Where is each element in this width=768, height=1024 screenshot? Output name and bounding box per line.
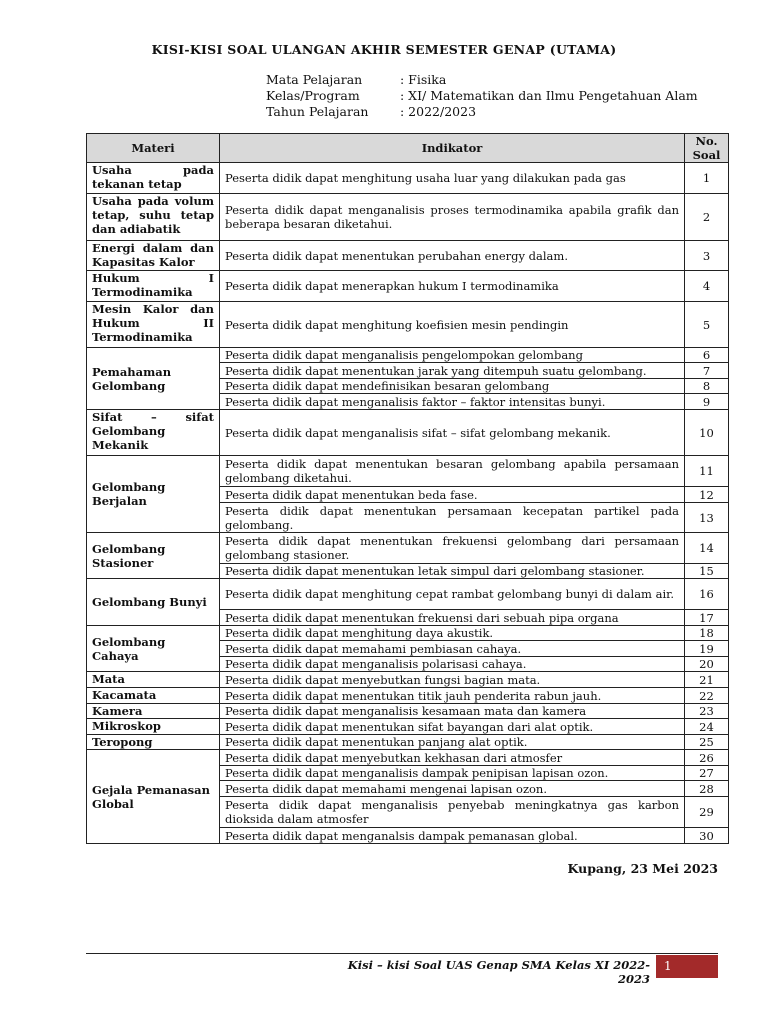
- no-soal-cell: 10: [685, 410, 729, 456]
- indikator-cell: Peserta didik dapat mendefinisikan besaran gelombang: [220, 379, 685, 394]
- no-soal-cell: 13: [685, 503, 729, 533]
- indikator-cell: Peserta didik dapat menganalisis polarisasi cahaya.: [220, 657, 685, 672]
- table-body: [87, 163, 729, 844]
- no-soal-cell: 3: [685, 241, 729, 271]
- no-soal-cell: 9: [685, 394, 729, 410]
- info-row-subject: [266, 72, 698, 88]
- no-soal-cell: 15: [685, 564, 729, 579]
- indikator-cell: Peserta didik dapat menentukan jarak yang ditempuh suatu gelombang.: [220, 363, 685, 379]
- indikator-cell: Peserta didik dapat menganalisis penyebab meningkatnya gas karbon dioksida dalam atmosfer: [220, 797, 685, 828]
- no-soal-cell: 29: [685, 797, 729, 828]
- indikator-cell: Peserta didik dapat menentukan frekuensi dari sebuah pipa organa: [220, 610, 685, 626]
- table-row: [87, 241, 729, 271]
- table-row: [87, 750, 729, 766]
- no-soal-cell: 8: [685, 379, 729, 394]
- info-label: Tahun Pelajaran: [266, 104, 369, 119]
- no-soal-cell: 14: [685, 533, 729, 564]
- indikator-cell: Peserta didik dapat memahami mengenai lapisan ozon.: [220, 781, 685, 797]
- materi-cell: Usaha pada tekanan tetap: [87, 163, 220, 194]
- no-soal-cell: 22: [685, 688, 729, 704]
- no-soal-cell: 20: [685, 657, 729, 672]
- footer-text: Kisi – kisi Soal UAS Genap SMA Kelas XI 2022-2023: [347, 958, 650, 986]
- no-soal-cell: 16: [685, 579, 729, 610]
- no-soal-cell: 17: [685, 610, 729, 626]
- materi-cell: Mesin Kalor dan Hukum II Termodinamika: [87, 302, 220, 348]
- indikator-cell: Peserta didik dapat menyebutkan kekhasan dari atmosfer: [220, 750, 685, 766]
- info-value: : Fisika: [400, 72, 447, 87]
- materi-cell: Sifat – sifat Gelombang Mekanik: [87, 410, 220, 456]
- materi-cell: Gelombang Berjalan: [87, 456, 220, 533]
- no-soal-cell: 25: [685, 735, 729, 750]
- indikator-cell: Peserta didik dapat menghitung daya akustik.: [220, 626, 685, 641]
- table-row: [87, 719, 729, 735]
- info-value: : 2022/2023: [400, 104, 477, 119]
- info-row-class: [266, 88, 698, 104]
- indikator-cell: Peserta didik dapat menentukan letak simpul dari gelombang stasioner.: [220, 564, 685, 579]
- materi-cell: Kacamata: [87, 688, 220, 704]
- info-value: : XI/ Matematikan dan Ilmu Pengetahuan Alam: [400, 88, 698, 103]
- table-row: [87, 271, 729, 302]
- materi-cell: Pemahaman Gelombang: [87, 348, 220, 410]
- table-row: [87, 688, 729, 704]
- no-soal-cell: 23: [685, 704, 729, 719]
- materi-cell: Mata: [87, 672, 220, 688]
- kisi-table: [86, 133, 729, 844]
- no-soal-cell: 5: [685, 302, 729, 348]
- indikator-cell: Peserta didik dapat menghitung koefisien mesin pendingin: [220, 302, 685, 348]
- footer-divider: [86, 953, 718, 954]
- info-row-year: [266, 104, 698, 120]
- signature-place-date: Kupang, 23 Mei 2023: [567, 861, 718, 876]
- header-materi: Materi: [87, 134, 220, 163]
- indikator-cell: Peserta didik dapat menganalisis kesamaan mata dan kamera: [220, 704, 685, 719]
- table-row: [87, 163, 729, 194]
- table-row: [87, 302, 729, 348]
- table-row: [87, 456, 729, 487]
- no-soal-cell: 18: [685, 626, 729, 641]
- no-soal-cell: 12: [685, 487, 729, 503]
- materi-cell: Gejala Pemanasan Global: [87, 750, 220, 844]
- materi-cell: Hukum I Termodinamika: [87, 271, 220, 302]
- no-soal-cell: 1: [685, 163, 729, 194]
- table-row: [87, 704, 729, 719]
- document-title: KISI-KISI SOAL ULANGAN AKHIR SEMESTER GENAP (UTAMA): [151, 42, 617, 57]
- materi-cell: Gelombang Bunyi: [87, 579, 220, 626]
- table-row: [87, 194, 729, 241]
- table-row: [87, 410, 729, 456]
- indikator-cell: Peserta didik dapat menganalisis proses termodinamika apabila grafik dan beberapa besaran diketahui.: [220, 194, 685, 241]
- no-soal-cell: 24: [685, 719, 729, 735]
- indikator-cell: Peserta didik dapat menentukan titik jauh penderita rabun jauh.: [220, 688, 685, 704]
- indikator-cell: Peserta didik dapat menganalisis sifat – sifat gelombang mekanik.: [220, 410, 685, 456]
- indikator-cell: Peserta didik dapat menentukan sifat bayangan dari alat optik.: [220, 719, 685, 735]
- indikator-cell: Peserta didik dapat menentukan persamaan kecepatan partikel pada gelombang.: [220, 503, 685, 533]
- materi-cell: Teropong: [87, 735, 220, 750]
- materi-cell: Energi dalam dan Kapasitas Kalor: [87, 241, 220, 271]
- table-row: [87, 533, 729, 564]
- materi-cell: Usaha pada volum tetap, suhu tetap dan adiabatik: [87, 194, 220, 241]
- no-soal-cell: 11: [685, 456, 729, 487]
- indikator-cell: Peserta didik dapat menentukan besaran gelombang apabila persamaan gelombang diketahui.: [220, 456, 685, 487]
- no-soal-cell: 30: [685, 828, 729, 844]
- info-label: Kelas/Program: [266, 88, 360, 103]
- indikator-cell: Peserta didik dapat menentukan frekuensi gelombang dari persamaan gelombang stasioner.: [220, 533, 685, 564]
- materi-cell: Kamera: [87, 704, 220, 719]
- table-row: [87, 672, 729, 688]
- no-soal-cell: 21: [685, 672, 729, 688]
- indikator-cell: Peserta didik dapat memahami pembiasan cahaya.: [220, 641, 685, 657]
- indikator-cell: Peserta didik dapat menganalisis faktor – faktor intensitas bunyi.: [220, 394, 685, 410]
- table-row: [87, 579, 729, 610]
- indikator-cell: Peserta didik dapat menghitung usaha luar yang dilakukan pada gas: [220, 163, 685, 194]
- materi-cell: Mikroskop: [87, 719, 220, 735]
- header-no-soal: No. Soal: [685, 134, 729, 163]
- table-row: [87, 735, 729, 750]
- info-label: Mata Pelajaran: [266, 72, 363, 87]
- indikator-cell: Peserta didik dapat menentukan panjang alat optik.: [220, 735, 685, 750]
- page-number-box: 1: [656, 955, 718, 978]
- table-header-row: [87, 134, 729, 163]
- no-soal-cell: 4: [685, 271, 729, 302]
- indikator-cell: Peserta didik dapat menganalisis pengelompokan gelombang: [220, 348, 685, 363]
- no-soal-cell: 28: [685, 781, 729, 797]
- indikator-cell: Peserta didik dapat menganalisis dampak penipisan lapisan ozon.: [220, 766, 685, 781]
- no-soal-cell: 27: [685, 766, 729, 781]
- materi-cell: Gelombang Stasioner: [87, 533, 220, 579]
- indikator-cell: Peserta didik dapat menghitung cepat rambat gelombang bunyi di dalam air.: [220, 579, 685, 610]
- indikator-cell: Peserta didik dapat menentukan beda fase.: [220, 487, 685, 503]
- info-block: [266, 72, 698, 120]
- no-soal-cell: 6: [685, 348, 729, 363]
- table-row: [87, 348, 729, 363]
- no-soal-cell: 26: [685, 750, 729, 766]
- table-row: [87, 626, 729, 641]
- materi-cell: Gelombang Cahaya: [87, 626, 220, 672]
- no-soal-cell: 19: [685, 641, 729, 657]
- indikator-cell: Peserta didik dapat menerapkan hukum I termodinamika: [220, 271, 685, 302]
- indikator-cell: Peserta didik dapat menganalsis dampak pemanasan global.: [220, 828, 685, 844]
- no-soal-cell: 2: [685, 194, 729, 241]
- indikator-cell: Peserta didik dapat menyebutkan fungsi bagian mata.: [220, 672, 685, 688]
- indikator-cell: Peserta didik dapat menentukan perubahan energy dalam.: [220, 241, 685, 271]
- header-indikator: Indikator: [220, 134, 685, 163]
- no-soal-cell: 7: [685, 363, 729, 379]
